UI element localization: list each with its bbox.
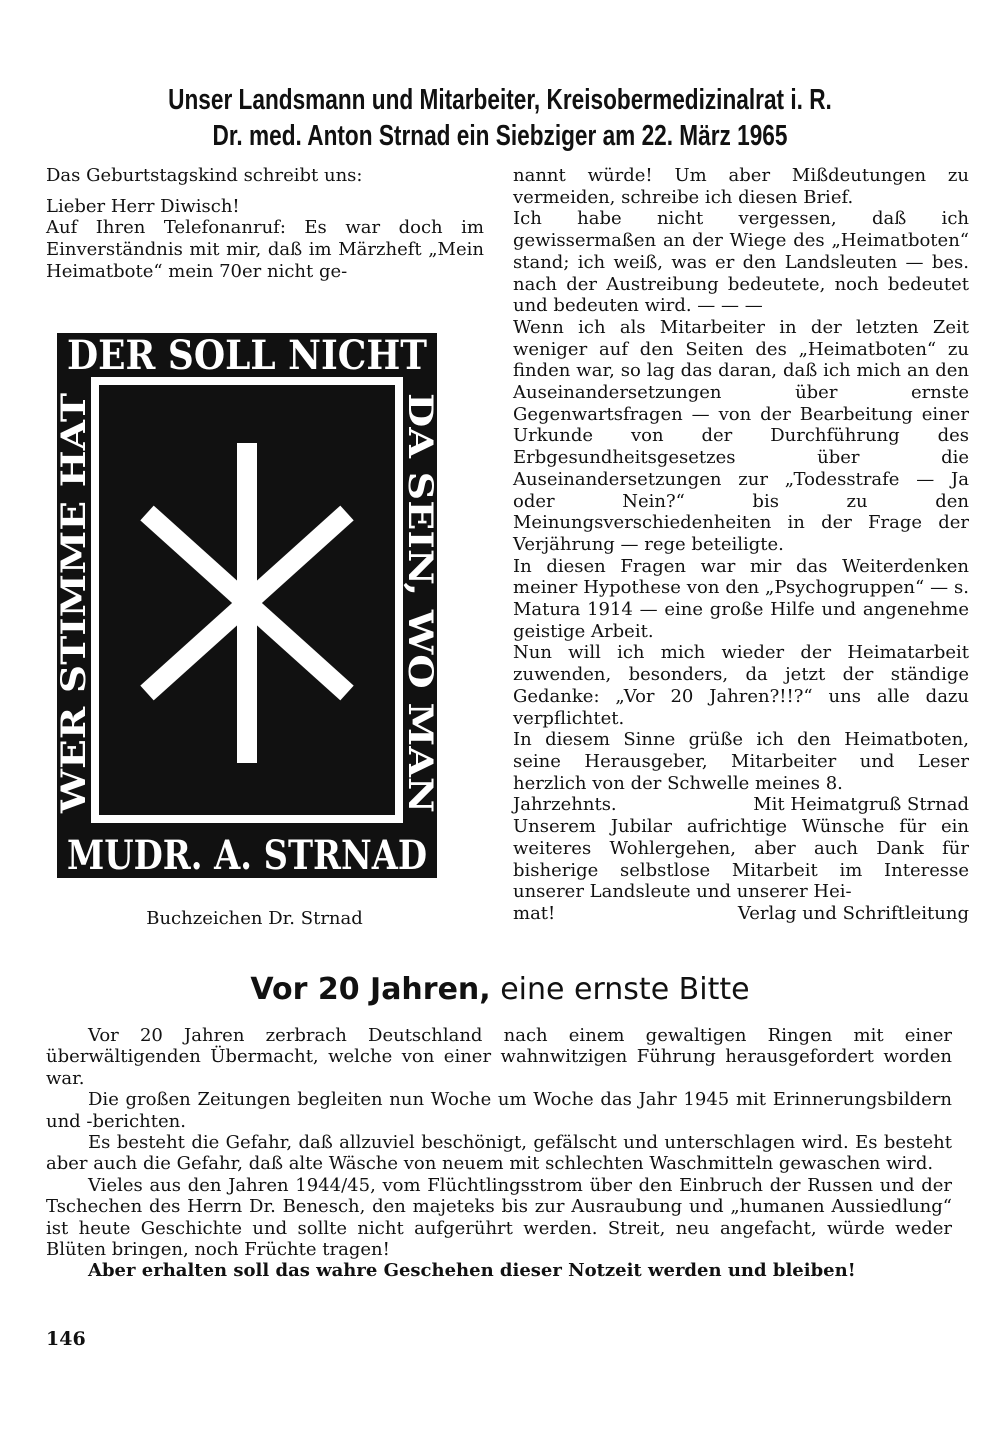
section-body xyxy=(46,1025,952,1282)
headline-line-1: Unser Landsmann und Mitarbeiter, Kreisobermedizinalrat i. R. xyxy=(168,84,832,116)
right-paragraph-4: In diesen Fragen war mir das Weiterdenken meiner Hypothese von den „Psychogruppen“ — s. Matura 1914 — eine große Hilfe und angenehme geistige Arbeit. xyxy=(513,555,969,642)
letter-greeting: Lieber Herr Diwisch! xyxy=(46,195,240,217)
right-column xyxy=(513,165,969,925)
section-title-rest: eine ernste Bitte xyxy=(490,972,750,1007)
bookplate-left-text: WER STIMME HAT xyxy=(54,448,94,813)
right-paragraph-1: nannt würde! Um aber Mißdeutungen zu vermeiden, schreibe ich diesen Brief. xyxy=(513,165,969,208)
right-paragraph-7: Unserem Jubilar aufrichtige Wünsche für ein weiteres Wohlergehen, aber auch Dank für bisherige selbstlose Mitarbeit im Interesse unserer Landsleute und unserer Hei- xyxy=(513,816,969,903)
letter-paragraph: Auf Ihren Telefonanruf: Es war doch im Einverständnis mit mir, daß im Märzheft „Mein Heimatbote“ mein 70er nicht ge- xyxy=(46,217,484,282)
right-paragraph-6: In diesem Sinne grüße ich den Heimatboten, seine Herausgeber, Mitarbeiter und Leser herzlich von der Schwelle meines 8. xyxy=(513,729,969,794)
bookplate-right-text: DA SEIN, WO MAN xyxy=(400,393,440,755)
section-paragraph-2: Die großen Zeitungen begleiten nun Woche um Woche das Jahr 1945 mit Erinnerungsbildern und -berichten. xyxy=(46,1089,952,1132)
right-paragraph-5: Nun will ich mich wieder der Heimatarbeit zuwenden, besonders, da jetzt der ständige Gedanke: „Vor 20 Jahren?!!?“ uns alle dazu verpflichtet. xyxy=(513,642,969,729)
section-paragraph-3: Es besteht die Gefahr, daß allzuviel beschönigt, gefälscht und unterschlagen wird. Es besteht aber auch die Gefahr, daß alte Wäsche von neuem mit schlechten Waschmitteln gewaschen wird. xyxy=(46,1132,952,1175)
article-headline xyxy=(141,82,859,154)
section-closing-statement: Aber erhalten soll das wahre Geschehen dieser Notzeit werden und bleiben! xyxy=(88,1260,856,1282)
section-paragraph-4: Vieles aus den Jahren 1944/45, vom Flüchtlingsstrom über den Einbruch der Russen und der Tschechen des Herrn Dr. Benesch, den majeteks bis zur Ausraubung und „humanen Aussiedlung“ ist heute Geschichte und sollte nicht aufgerührt werden. Streit, neu angefacht, würde weder Blüten bringen, noch Früchte tragen! xyxy=(46,1174,952,1261)
bookplate-image xyxy=(54,332,440,879)
bookplate-caption: Buchzeichen Dr. Strnad xyxy=(146,908,363,929)
homeland-word-end: mat! xyxy=(513,902,556,924)
bookplate-bottom-text: MUDR. A. STRNAD xyxy=(67,832,427,879)
bookplate-top-text: DER SOLL NICHT xyxy=(67,332,428,379)
signature-line-author xyxy=(513,794,969,816)
section-title-bold: Vor 20 Jahren, xyxy=(250,972,491,1007)
headline-line-2: Dr. med. Anton Strnad ein Siebziger am 22. März 1965 xyxy=(212,120,788,152)
publisher-signature: Verlag und Schriftleitung xyxy=(737,902,969,924)
right-paragraph-3: Wenn ich als Mitarbeiter in der letzten Zeit weniger auf den Seiten des „Heimatboten“ zu finden war, so lag das daran, daß ich mich an den Auseinandersetzungen über ernste Gegenwartsfragen — von der Bearbeitung einer Urkunde von der Durchführung des Erbgesundheitsgesetzes über die Auseinandersetzungen zur „Todesstrafe — Ja oder Nein?“ bis zu den Meinungsverschiedenheiten in der Frage der Verjährung — rege beteiligte. xyxy=(513,316,969,555)
intro-line: Das Geburtstagskind schreibt uns: xyxy=(46,165,363,186)
section-paragraph-1: Vor 20 Jahren zerbrach Deutschland nach einem gewaltigen Ringen mit einer überwältigenden Übermacht, welche von einer wahnwitzigen Führung herausgefordert worden war. xyxy=(46,1025,952,1089)
signature-line-publisher xyxy=(513,903,969,925)
section-title xyxy=(0,970,1000,1010)
page-number: 146 xyxy=(46,1328,86,1350)
right-paragraph-2: Ich habe nicht vergessen, daß ich gewissermaßen an der Wiege des „Heimatboten“ stand; ich weiß, was er den Landsleuten — bes. nach der Austreibung bedeutete, noch bedeutet und bedeuten wird. — — — xyxy=(513,208,969,317)
decade-word: Jahrzehnts. xyxy=(513,794,617,816)
author-signature: Mit Heimatgruß Strnad xyxy=(753,794,969,816)
left-column xyxy=(46,165,484,283)
